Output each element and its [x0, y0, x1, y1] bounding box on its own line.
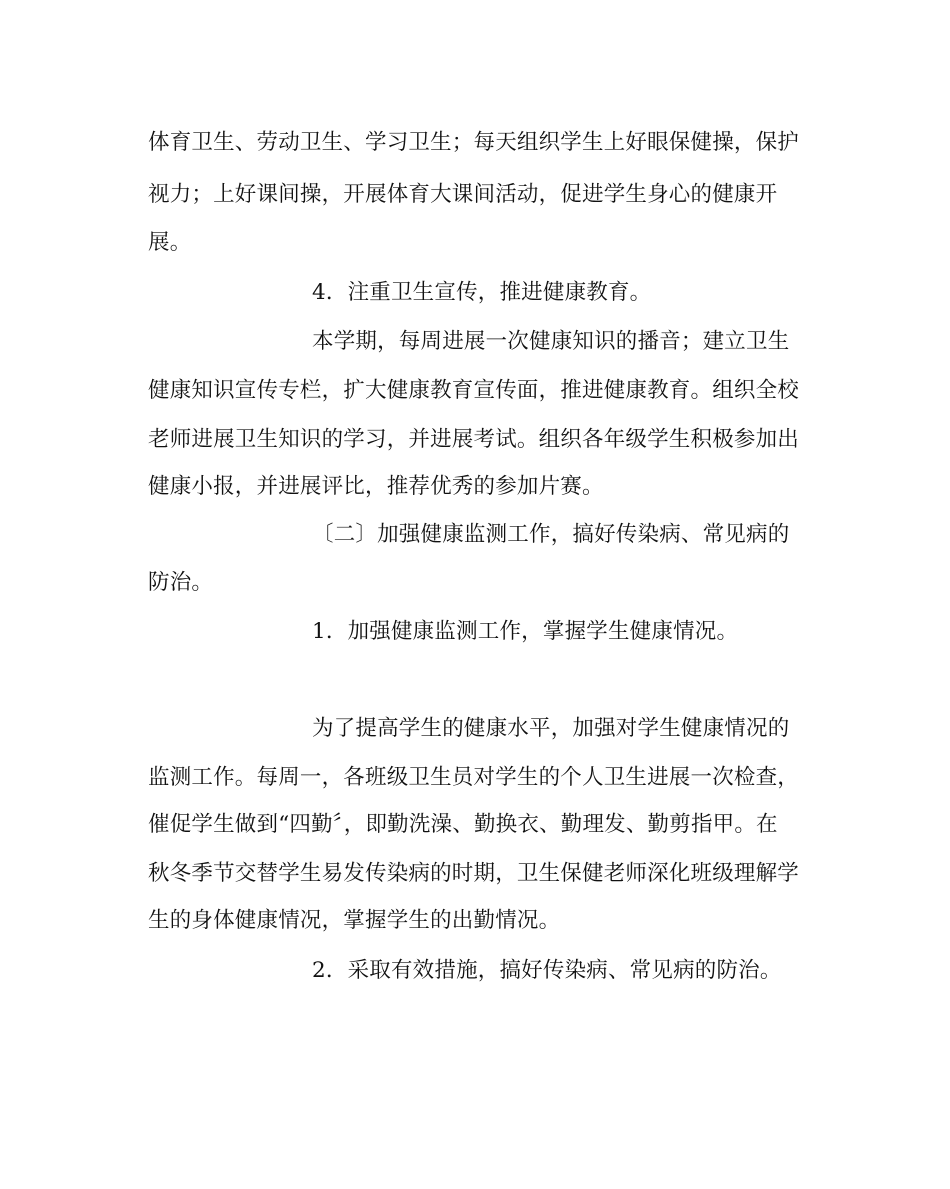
text-line: 生的身体健康情况，掌握学生的出勤情况。	[148, 908, 561, 933]
section-heading: 〔二〕加强健康监测工作，搞好传染病、常见病的	[312, 522, 790, 547]
text-line: 监测工作。每周一，各班级卫生员对学生的个人卫生进展一次检查，	[148, 765, 800, 790]
text-line: 健康知识宣传专栏，扩大健康教育宣传面，推进健康教育。组织全校	[148, 378, 800, 403]
text-line: 视力；上好课间操，开展体育大课间活动，促进学生身心的健康开	[148, 182, 778, 207]
text-line: 健康小报，并进展评比，推荐优秀的参加片赛。	[148, 474, 604, 499]
text-line: 为了提高学生的健康水平，加强对学生健康情况的	[312, 716, 790, 741]
text-line: 体育卫生、劳动卫生、学习卫生；每天组织学生上好眼保健操，保护	[148, 130, 800, 155]
text-line: 催促学生做到“四勤〞，即勤洗澡、勤换衣、勤理发、勤剪指甲。在	[148, 812, 778, 837]
text-line: 秋冬季节交替学生易发传染病的时期，卫生保健老师深化班级理解学	[148, 861, 800, 886]
text-line: 老师进展卫生知识的学习，并进展考试。组织各年级学生积极参加出	[148, 427, 800, 452]
text-line: 防治。	[148, 570, 214, 595]
section-heading: 1．加强健康监测工作，掌握学生健康情况。	[312, 619, 739, 644]
section-heading: 4．注重卫生宣传，推进健康教育。	[312, 280, 652, 305]
text-line: 本学期，每周进展一次健康知识的播音；建立卫生	[312, 329, 790, 354]
section-heading: 2．采取有效措施，搞好传染病、常见病的防治。	[312, 958, 782, 983]
text-line: 展。	[148, 230, 192, 255]
